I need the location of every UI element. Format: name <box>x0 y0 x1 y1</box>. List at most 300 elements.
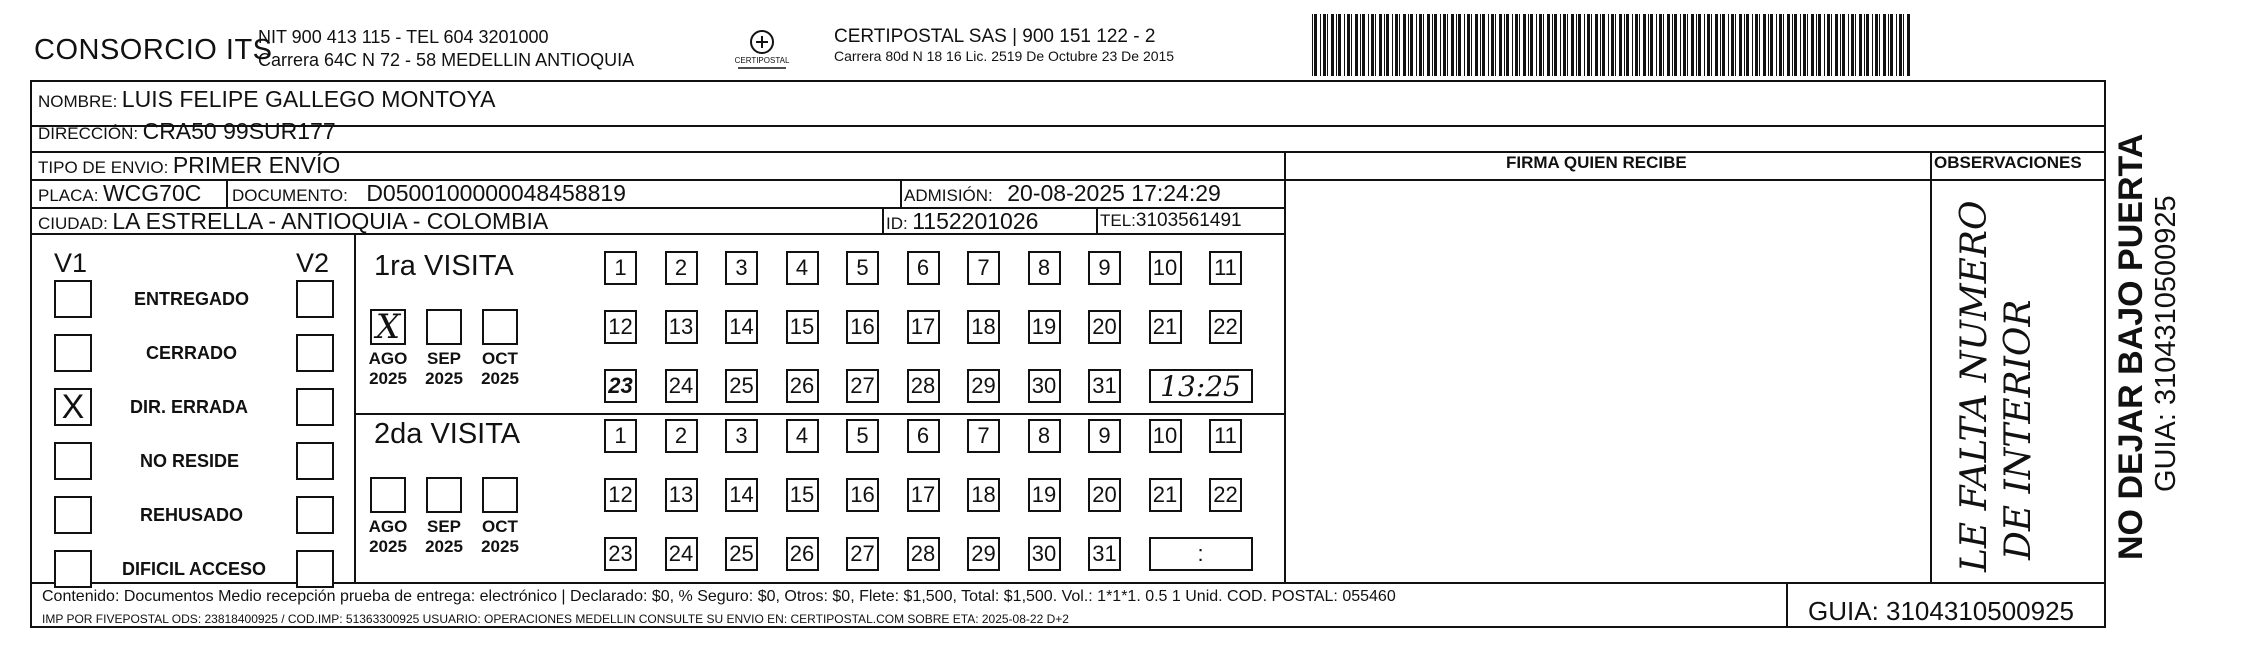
month-year: 2025 <box>481 537 519 556</box>
barcode-bar <box>1835 14 1838 76</box>
barcode-bar <box>1567 14 1568 76</box>
barcode-bar <box>1375 14 1376 76</box>
barcode-bar <box>1547 14 1550 76</box>
day-box[interactable]: 29 <box>967 369 1000 403</box>
day-box[interactable]: 20 <box>1088 310 1121 344</box>
v1-label: V1 <box>54 248 88 278</box>
barcode-bar <box>1831 14 1832 76</box>
day-box[interactable]: 21 <box>1149 310 1182 344</box>
v2-label: V2 <box>296 248 330 278</box>
barcode-bar <box>1803 14 1806 76</box>
month-year: 2025 <box>425 537 463 556</box>
barcode-bar <box>1816 14 1817 76</box>
certipostal-logo <box>730 26 794 78</box>
direccion-value: CRA50 99SUR177 <box>142 118 336 144</box>
day-box[interactable]: 22 <box>1209 478 1242 512</box>
barcode-bar <box>1698 14 1701 76</box>
barcode-bar <box>1504 14 1505 76</box>
day-box[interactable]: 25 <box>725 369 758 403</box>
barcode-bar <box>1824 14 1825 76</box>
nit-line: NIT 900 413 115 - TEL 604 3201000 <box>258 27 549 47</box>
barcode-bar <box>1907 14 1910 76</box>
barcode-bar <box>1560 14 1561 76</box>
day-box[interactable]: 5 <box>846 251 879 285</box>
day-box[interactable]: 11 <box>1209 251 1242 285</box>
checkbox-v2[interactable] <box>296 496 334 534</box>
month-checkbox[interactable] <box>482 309 518 345</box>
placa-label: PLACA: <box>38 186 99 205</box>
day-box[interactable]: 16 <box>846 310 879 344</box>
month-checkbox[interactable] <box>370 477 406 513</box>
documento-row <box>232 180 626 207</box>
barcode-bar <box>1763 14 1766 76</box>
footer-line2: IMP POR FIVEPOSTAL ODS: 23818400925 / COD.IMP: 51363300925 USUARIO: OPERACIONES MEDELLIN CONSULTE SU ENVIO EN: CERTIPOSTAL.COM SOBRE ETA: 2025-08-22 D+2 <box>42 612 1069 626</box>
barcode-bar <box>1859 14 1862 76</box>
month-label <box>417 349 471 389</box>
checklist-label: REHUSADO <box>140 505 244 525</box>
barcode-bar <box>1576 14 1577 76</box>
barcode-bar <box>1506 14 1509 76</box>
checkbox-v2[interactable] <box>296 280 334 318</box>
checkbox-v2[interactable] <box>296 550 334 588</box>
day-box[interactable]: 30 <box>1028 537 1061 571</box>
id-value: 1152201026 <box>912 208 1039 234</box>
day-box[interactable]: 9 <box>1088 251 1121 285</box>
barcode-bar <box>1615 14 1616 76</box>
day-box[interactable]: 24 <box>665 369 698 403</box>
day-box[interactable]: 18 <box>967 310 1000 344</box>
day-box[interactable]: 17 <box>907 310 940 344</box>
barcode-bar <box>1467 14 1470 76</box>
day-box[interactable]: 19 <box>1028 478 1061 512</box>
nombre-row <box>38 86 495 113</box>
admision-value: 20-08-2025 17:24:29 <box>1007 180 1221 206</box>
placa-value: WCG70C <box>102 180 202 206</box>
barcode-bar <box>1314 14 1317 76</box>
day-box[interactable]: 26 <box>786 369 819 403</box>
day-box[interactable]: 12 <box>604 310 637 344</box>
barcode-bar <box>1347 14 1350 76</box>
day-box[interactable]: 28 <box>907 369 940 403</box>
barcode-bar <box>1770 14 1773 76</box>
day-box[interactable]: 21 <box>1149 478 1182 512</box>
checklist-label: NO RESIDE <box>140 451 240 471</box>
barcode-bar <box>1883 14 1886 76</box>
barcode-bar <box>1680 14 1681 76</box>
barcode-bar <box>1787 14 1790 76</box>
barcode-bar <box>1495 14 1496 76</box>
day-box[interactable]: 1 <box>604 251 637 285</box>
barcode-bar <box>1595 14 1598 76</box>
day-box[interactable]: 23 <box>604 537 637 571</box>
barcode-bar <box>1659 14 1662 76</box>
month-name: OCT <box>482 517 518 536</box>
day-box[interactable]: 22 <box>1209 310 1242 344</box>
barcode-bar <box>1471 14 1472 76</box>
barcode-bar <box>1523 14 1526 76</box>
barcode-bar <box>1410 14 1413 76</box>
month-name: SEP <box>426 349 462 368</box>
barcode-bar <box>1327 14 1328 76</box>
day-box[interactable]: 3 <box>725 419 758 453</box>
day-box[interactable]: 31 <box>1088 537 1121 571</box>
barcode-bar <box>1543 14 1544 76</box>
barcode-bar <box>1632 14 1633 76</box>
barcode-bar <box>1855 14 1856 76</box>
tel-row <box>1100 210 1242 232</box>
barcode-bar <box>1602 14 1605 76</box>
ciudad-label: CIUDAD: <box>38 214 108 233</box>
direccion-row <box>38 118 336 145</box>
month-label <box>361 349 415 389</box>
barcode-bar <box>1512 14 1513 76</box>
day-box[interactable]: 13 <box>665 478 698 512</box>
tel-value: 3103561491 <box>1135 210 1242 231</box>
day-box[interactable]: 10 <box>1149 419 1182 453</box>
barcode-bar <box>1827 14 1830 76</box>
barcode-bar <box>1591 14 1592 76</box>
checklist-label: ENTREGADO <box>134 289 250 309</box>
tipo-row <box>38 152 340 179</box>
month-year: 2025 <box>425 369 463 388</box>
barcode-bar <box>1515 14 1518 76</box>
barcode-bar <box>1872 14 1873 76</box>
day-box[interactable]: 16 <box>846 478 879 512</box>
barcode-bar <box>1746 14 1749 76</box>
barcode-bar <box>1752 14 1753 76</box>
visit2-title: 2da VISITA <box>374 418 521 450</box>
day-box[interactable]: 1 <box>604 419 637 453</box>
barcode-bar <box>1399 14 1400 76</box>
barcode-bar <box>1432 14 1433 76</box>
barcode-bar <box>1722 14 1725 76</box>
barcode-bar <box>1731 14 1734 76</box>
barcode-bar <box>1368 14 1369 76</box>
day-box[interactable]: 31 <box>1088 369 1121 403</box>
side-guia: GUIA: 3104310500925 <box>2150 195 2182 492</box>
barcode-bar <box>1338 14 1341 76</box>
day-box[interactable]: 27 <box>846 369 879 403</box>
checkbox-v1[interactable] <box>54 550 92 588</box>
barcode-bar <box>1320 14 1321 76</box>
month-label <box>473 349 527 389</box>
day-box[interactable]: 4 <box>786 419 819 453</box>
month-checkbox[interactable]: X <box>370 309 406 345</box>
barcode-bar <box>1386 14 1389 76</box>
barcode-bar <box>1720 14 1721 76</box>
barcode-bar <box>1663 14 1664 76</box>
barcode-bar <box>1707 14 1710 76</box>
barcode-bar <box>1458 14 1461 76</box>
day-box[interactable]: 25 <box>725 537 758 571</box>
barcode-bar <box>1624 14 1625 76</box>
tipo-label: TIPO DE ENVIO: <box>38 158 169 177</box>
barcode-bar <box>1571 14 1574 76</box>
day-box[interactable]: 2 <box>665 251 698 285</box>
barcode-bar <box>1480 14 1481 76</box>
barcode-bar <box>1584 14 1585 76</box>
barcode-bar <box>1491 14 1494 76</box>
company-name: CONSORCIO ITS <box>34 34 273 66</box>
admision-row <box>904 180 1221 207</box>
month-name: OCT <box>482 349 518 368</box>
month-year: 2025 <box>481 369 519 388</box>
barcode-bar <box>1530 14 1533 76</box>
day-box[interactable]: 15 <box>786 478 819 512</box>
barcode-bar <box>1866 14 1869 76</box>
month-name: SEP <box>426 517 462 536</box>
day-box[interactable]: 2 <box>665 419 698 453</box>
barcode-bar <box>1879 14 1880 76</box>
barcode-bar <box>1336 14 1337 76</box>
barcode-bar <box>1434 14 1437 76</box>
checkbox-v1[interactable] <box>54 496 92 534</box>
checkbox-v1[interactable]: X <box>54 388 92 426</box>
firma-label: FIRMA QUIEN RECIBE <box>1506 153 1687 172</box>
barcode-bar <box>1840 14 1841 76</box>
day-box[interactable]: 23 <box>604 369 637 403</box>
barcode-bar <box>1587 14 1590 76</box>
barcode-bar <box>1423 14 1424 76</box>
ciudad-row <box>38 208 548 235</box>
footer-guia: GUIA: 3104310500925 <box>1808 596 2074 626</box>
id-label: ID: <box>886 214 908 233</box>
day-box[interactable]: 7 <box>967 419 1000 453</box>
barcode-bar <box>1578 14 1581 76</box>
barcode-bar <box>1499 14 1502 76</box>
day-box[interactable]: 29 <box>967 537 1000 571</box>
barcode-bar <box>1323 14 1326 76</box>
day-box[interactable]: 10 <box>1149 251 1182 285</box>
checkbox-v2[interactable] <box>296 442 334 480</box>
day-box[interactable]: 7 <box>967 251 1000 285</box>
day-box[interactable]: 19 <box>1028 310 1061 344</box>
barcode-bar <box>1811 14 1814 76</box>
barcode-bar <box>1528 14 1529 76</box>
barcode-bar <box>1818 14 1821 76</box>
barcode-bar <box>1331 14 1334 76</box>
barcode-bar <box>1456 14 1457 76</box>
observaciones-label: OBSERVACIONES <box>1934 153 2082 172</box>
barcode-bar <box>1395 14 1398 76</box>
barcode-bar <box>1896 14 1897 76</box>
checkbox-v2[interactable] <box>296 388 334 426</box>
checklist-label: DIR. ERRADA <box>130 397 249 417</box>
barcode-bar <box>1848 14 1849 76</box>
day-box[interactable]: 14 <box>725 478 758 512</box>
barcode-bar <box>1776 14 1777 76</box>
nombre-value: LUIS FELIPE GALLEGO MONTOYA <box>121 86 496 112</box>
barcode <box>1312 14 1912 76</box>
observaciones-hand-line2: DE INTERIOR <box>1998 299 2039 560</box>
barcode-bar <box>1696 14 1697 76</box>
documento-value: D0500100000048458819 <box>366 180 626 206</box>
barcode-bar <box>1899 14 1902 76</box>
barcode-bar <box>1619 14 1622 76</box>
month-name: AGO <box>368 349 408 368</box>
checkbox-v1[interactable] <box>54 442 92 480</box>
barcode-bar <box>1539 14 1542 76</box>
barcode-bar <box>1416 14 1417 76</box>
tel-label: TEL: <box>1100 211 1136 230</box>
checkbox-v1[interactable] <box>54 280 92 318</box>
day-box[interactable]: 20 <box>1088 478 1121 512</box>
barcode-bar <box>1890 14 1893 76</box>
time-box[interactable]: : <box>1149 537 1253 571</box>
barcode-bar <box>1735 14 1736 76</box>
barcode-bar <box>1704 14 1705 76</box>
barcode-bar <box>1482 14 1485 76</box>
checklist-label: DIFICIL ACCESO <box>122 559 267 579</box>
barcode-bar <box>1519 14 1520 76</box>
barcode-bar <box>1419 14 1422 76</box>
certi-line1: CERTIPOSTAL SAS | 900 151 122 - 2 <box>834 26 1156 47</box>
barcode-bar <box>1687 14 1688 76</box>
direccion-label: DIRECCIÓN: <box>38 124 139 143</box>
company-info <box>258 26 634 72</box>
day-box[interactable]: 27 <box>846 537 879 571</box>
barcode-bar <box>1639 14 1640 76</box>
barcode-bar <box>1744 14 1745 76</box>
nombre-label: NOMBRE: <box>38 92 118 111</box>
barcode-bar <box>1903 14 1904 76</box>
barcode-bar <box>1451 14 1454 76</box>
barcode-bar <box>1447 14 1448 76</box>
barcode-bar <box>1711 14 1712 76</box>
day-box[interactable]: 14 <box>725 310 758 344</box>
day-box[interactable]: 4 <box>786 251 819 285</box>
address-line: Carrera 64C N 72 - 58 MEDELLIN ANTIOQUIA <box>258 50 635 70</box>
certi-line2: Carrera 80d N 18 16 Lic. 2519 De Octubre 23 De 2015 <box>834 48 1175 64</box>
day-box[interactable]: 11 <box>1209 419 1242 453</box>
day-box[interactable]: 12 <box>604 478 637 512</box>
checkbox-v1[interactable] <box>54 334 92 372</box>
month-label <box>361 517 415 557</box>
day-box[interactable]: 26 <box>786 537 819 571</box>
barcode-bar <box>1440 14 1441 76</box>
barcode-bar <box>1403 14 1406 76</box>
barcode-bar <box>1800 14 1801 76</box>
barcode-bar <box>1371 14 1374 76</box>
barcode-bar <box>1392 14 1393 76</box>
month-label <box>417 517 471 557</box>
checklist-label: CERRADO <box>146 343 238 363</box>
barcode-bar <box>1626 14 1629 76</box>
barcode-bar <box>1552 14 1553 76</box>
barcode-bar <box>1683 14 1686 76</box>
barcode-bar <box>1842 14 1845 76</box>
day-box[interactable]: 18 <box>967 478 1000 512</box>
barcode-bar <box>1650 14 1653 76</box>
barcode-bar <box>1728 14 1729 76</box>
barcode-bar <box>1691 14 1694 76</box>
barcode-bar <box>1783 14 1784 76</box>
barcode-bar <box>1648 14 1649 76</box>
day-box[interactable]: 30 <box>1028 369 1061 403</box>
placa-row <box>38 180 201 207</box>
day-box[interactable]: 28 <box>907 537 940 571</box>
barcode-bar <box>1611 14 1614 76</box>
barcode-bar <box>1554 14 1557 76</box>
day-box[interactable]: 15 <box>786 310 819 344</box>
barcode-bar <box>1807 14 1808 76</box>
barcode-bar <box>1875 14 1878 76</box>
footer-line1: Contenido: Documentos Medio recepción prueba de entrega: electrónico | Declarado: $0, % Seguro: $0, Otros: $0, Flete: $1,500, Total: $1,500. Vol.: 1*1*1. 0.5 1 Unid. COD. POSTAL: 055460 <box>42 588 1396 605</box>
month-year: 2025 <box>369 537 407 556</box>
barcode-bar <box>1379 14 1382 76</box>
documento-label: DOCUMENTO: <box>232 186 348 205</box>
side-warning: NO DEJAR BAJO PUERTA <box>2112 133 2150 560</box>
day-box[interactable]: 13 <box>665 310 698 344</box>
tipo-value: PRIMER ENVÍO <box>172 152 341 178</box>
day-box[interactable]: 3 <box>725 251 758 285</box>
barcode-bar <box>1768 14 1769 76</box>
month-year: 2025 <box>369 369 407 388</box>
barcode-bar <box>1384 14 1385 76</box>
visit1-title: 1ra VISITA <box>374 250 514 282</box>
time-box[interactable]: 13:25 <box>1149 369 1253 403</box>
barcode-bar <box>1792 14 1793 76</box>
day-box[interactable]: 5 <box>846 419 879 453</box>
barcode-bar <box>1362 14 1365 76</box>
month-checkbox[interactable] <box>426 477 462 513</box>
barcode-bar <box>1759 14 1760 76</box>
observaciones-hand-line1: LE FALTA NUMERO <box>1954 200 1995 572</box>
day-box[interactable]: 17 <box>907 478 940 512</box>
barcode-bar <box>1488 14 1489 76</box>
logo-text: CERTIPOSTAL <box>734 56 790 65</box>
day-box[interactable]: 6 <box>907 419 940 453</box>
barcode-bar <box>1536 14 1537 76</box>
barcode-bar <box>1755 14 1758 76</box>
month-label <box>473 517 527 557</box>
month-name: AGO <box>368 517 408 536</box>
signature-area[interactable] <box>1284 182 1896 574</box>
barcode-bar <box>1674 14 1677 76</box>
barcode-bar <box>1672 14 1673 76</box>
barcode-bar <box>1563 14 1566 76</box>
barcode-bar <box>1408 14 1409 76</box>
barcode-bar <box>1351 14 1352 76</box>
barcode-bar <box>1851 14 1854 76</box>
barcode-bar <box>1888 14 1889 76</box>
day-box[interactable]: 8 <box>1028 251 1061 285</box>
ciudad-value: LA ESTRELLA - ANTIOQUIA - COLOMBIA <box>112 208 549 234</box>
day-box[interactable]: 6 <box>907 251 940 285</box>
month-checkbox[interactable] <box>426 309 462 345</box>
barcode-bar <box>1779 14 1782 76</box>
barcode-bar <box>1600 14 1601 76</box>
barcode-bar <box>1427 14 1430 76</box>
barcode-bar <box>1667 14 1670 76</box>
barcode-bar <box>1355 14 1358 76</box>
admision-label: ADMISIÓN: <box>904 186 993 205</box>
day-box[interactable]: 24 <box>665 537 698 571</box>
barcode-bar <box>1715 14 1718 76</box>
barcode-bar <box>1643 14 1646 76</box>
barcode-bar <box>1864 14 1865 76</box>
barcode-bar <box>1360 14 1361 76</box>
barcode-bar <box>1656 14 1657 76</box>
barcode-bar <box>1608 14 1609 76</box>
certipostal-info <box>834 26 1174 64</box>
checkbox-v2[interactable] <box>296 334 334 372</box>
barcode-bar <box>1475 14 1478 76</box>
day-box[interactable]: 9 <box>1088 419 1121 453</box>
barcode-bar <box>1794 14 1797 76</box>
day-box[interactable]: 8 <box>1028 419 1061 453</box>
month-checkbox[interactable] <box>482 477 518 513</box>
